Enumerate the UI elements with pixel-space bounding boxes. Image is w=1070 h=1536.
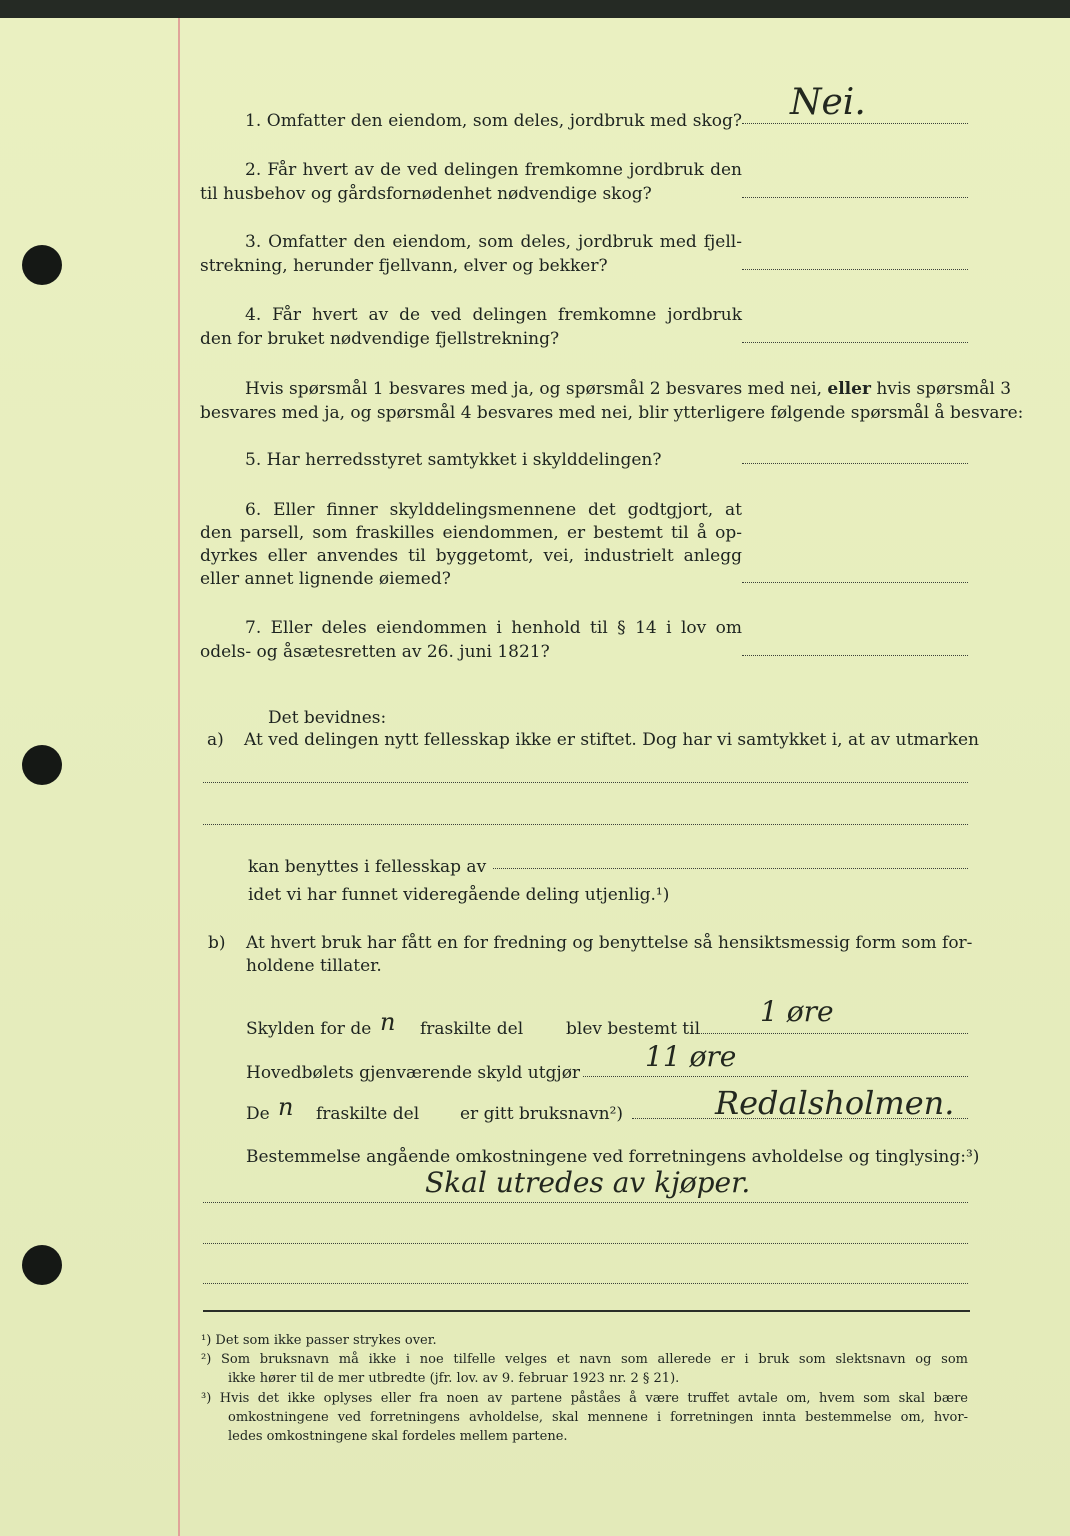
margin-line — [178, 18, 180, 1536]
scan-edge — [0, 0, 1070, 18]
item-b-marker: b) — [208, 933, 226, 953]
answer-line-6 — [742, 582, 968, 583]
skylden-label-c: blev bestemt til — [566, 1019, 701, 1039]
item-a-line-2: kan benyttes i fellesskap av — [248, 857, 487, 877]
question-1: 1. Omfatter den eiendom, som deles, jordbruk med skog? — [245, 111, 742, 131]
question-5: 5. Har herredsstyret samtykket i skylddelingen? — [245, 450, 662, 470]
de-label-b: fraskilte del — [316, 1104, 420, 1124]
footnote-3-line-2: omkostningene ved forretningens avholdelse, skal mennene i forretningen innta bestemmelse om, hvor- — [228, 1410, 968, 1425]
item-a-line-3: idet vi har funnet videregående deling utjenlig.¹) — [248, 885, 670, 905]
skylden-value: 1 øre — [760, 995, 834, 1028]
question-7-line-2: odels- og åsætesretten av 26. juni 1821? — [200, 642, 550, 662]
fellesskap-line — [493, 868, 968, 869]
bestemmelse-line-3 — [203, 1283, 968, 1284]
question-7-line-1: 7. Eller deles eiendommen i henhold til § 14 i lov om — [245, 618, 742, 638]
punch-hole — [22, 245, 62, 285]
bestemmelse-line-1 — [203, 1202, 968, 1203]
condition-line-2: besvares med ja, og spørsmål 4 besvares med nei, blir ytterligere følgende spørsmål å besvare: — [200, 403, 1024, 423]
question-6-line-2: den parsell, som fraskilles eiendommen, er bestemt til å op- — [200, 523, 742, 543]
bevidnes-heading: Det bevidnes: — [268, 708, 387, 728]
skylden-label-a: Skylden for de — [246, 1019, 372, 1039]
answer-line-2 — [742, 197, 968, 198]
footnote-3-line-3: ledes omkostningene skal fordeles mellem partene. — [228, 1429, 568, 1444]
skylden-label-b: fraskilte del — [420, 1019, 524, 1039]
bruksnavn-value: Redalsholmen. — [715, 1084, 955, 1122]
utmark-line-1 — [203, 782, 968, 783]
answer-line-1 — [742, 123, 968, 124]
question-4-line-2: den for bruket nødvendige fjellstrekning? — [200, 329, 560, 349]
item-b-line-1: At hvert bruk har fått en for fredning og benyttelse så hensiktsmessig form som for- — [246, 933, 973, 953]
condition-line-1: Hvis spørsmål 1 besvares med ja, og spørsmål 2 besvares med nei, eller hvis spørsmål 3 — [245, 379, 1012, 399]
footnote-1: ¹) Det som ikke passer strykes over. — [201, 1333, 437, 1348]
hovedbol-value: 11 øre — [645, 1040, 737, 1073]
hovedbol-label: Hovedbølets gjenværende skyld utgjør — [246, 1063, 581, 1083]
footnote-2-line-2: ikke hører til de mer utbredte (jfr. lov. av 9. februar 1923 nr. 2 § 21). — [228, 1371, 680, 1386]
footnote-2-line-1: ²) Som bruksnavn må ikke i noe tilfelle velges et navn som allerede er i bruk som slektsnavn og som — [201, 1352, 968, 1367]
answer-line-4 — [742, 342, 968, 343]
utmark-line-2 — [203, 824, 968, 825]
footnote-separator — [203, 1310, 970, 1312]
footnote-3-line-1: ³) Hvis det ikke oplyses eller fra noen av partene påståes å være truffet avtale om, hvem som skal bære — [201, 1391, 968, 1406]
question-6-line-3: dyrkes eller anvendes til byggetomt, vei, industrielt anlegg — [200, 546, 742, 566]
bestemmelse-label: Bestemmelse angående omkostningene ved forretningens avholdelse og tinglysing:³) — [246, 1147, 980, 1167]
de-label-a: De — [246, 1104, 270, 1124]
answer-line-7 — [742, 655, 968, 656]
item-b-line-2: holdene tillater. — [246, 956, 382, 976]
question-6-line-1: 6. Eller finner skylddelingsmennene det godtgjort, at — [245, 500, 742, 520]
punch-hole — [22, 1245, 62, 1285]
de-label-c: er gitt bruksnavn²) — [460, 1104, 624, 1124]
question-2-line-2: til husbehov og gårdsfornødenhet nødvendige skog? — [200, 184, 652, 204]
answer-1-handwritten: Nei. — [790, 82, 866, 123]
question-2-line-1: 2. Får hvert av de ved delingen fremkomne jordbruk den — [245, 160, 742, 180]
question-3-line-2: strekning, herunder fjellvann, elver og bekker? — [200, 256, 608, 276]
hovedbol-line — [583, 1076, 968, 1077]
skylden-handwritten-n: n — [380, 1008, 396, 1036]
skylden-line — [698, 1033, 968, 1034]
question-4-line-1: 4. Får hvert av de ved delingen fremkomne jordbruk — [245, 305, 742, 325]
answer-line-5 — [742, 463, 968, 464]
answer-line-3 — [742, 269, 968, 270]
punch-hole — [22, 745, 62, 785]
de-handwritten-n: n — [278, 1093, 294, 1121]
item-a-text: At ved delingen nytt fellesskap ikke er stiftet. Dog har vi samtykket i, at av utmarken — [244, 730, 979, 750]
question-3-line-1: 3. Omfatter den eiendom, som deles, jordbruk med fjell- — [245, 232, 742, 252]
item-a-marker: a) — [207, 730, 224, 750]
question-6-line-4: eller annet lignende øiemed? — [200, 569, 451, 589]
bestemmelse-value: Skal utredes av kjøper. — [425, 1166, 751, 1199]
bestemmelse-line-2 — [203, 1243, 968, 1244]
